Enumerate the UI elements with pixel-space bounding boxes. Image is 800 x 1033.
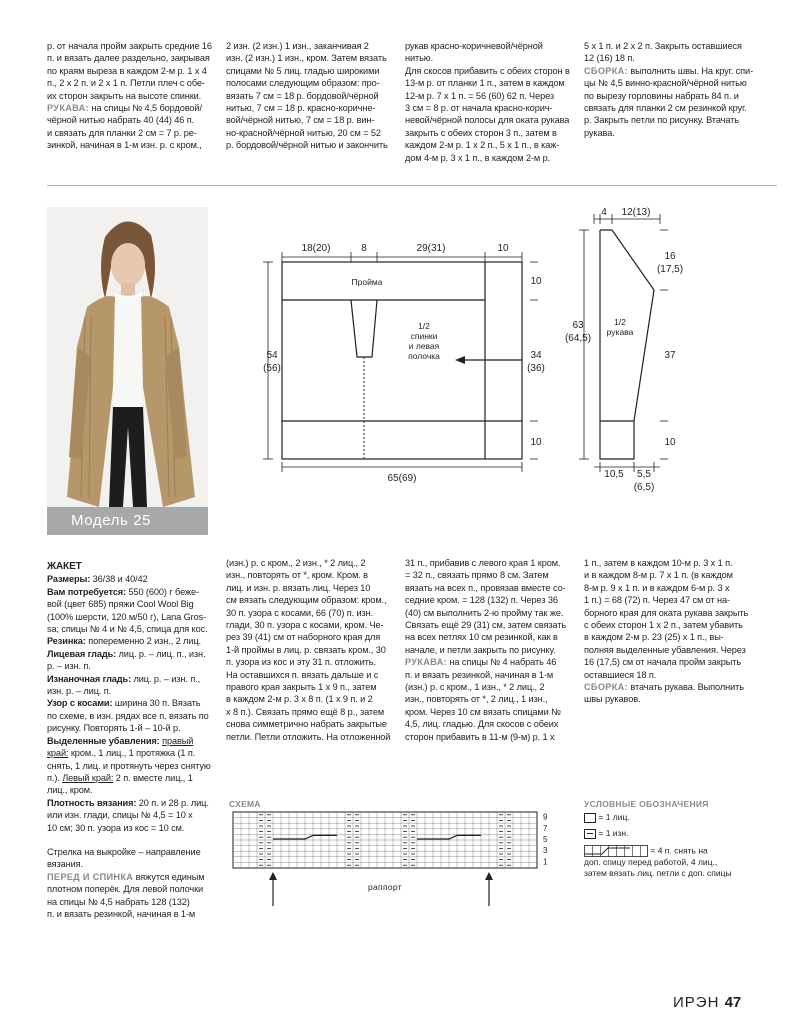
- sleeve-label-2: рукава: [606, 327, 634, 337]
- materials-label: Вам потребуется:: [47, 586, 126, 597]
- text-line: (изн.) р. с кром., 2 изн., * 2 лиц., 2: [226, 558, 366, 568]
- piece-label-1: 1/2: [418, 321, 430, 331]
- text-line: борного края для оката рукава закрыть: [584, 607, 749, 618]
- text-line: петли. Петли отложить. На отложенной: [226, 731, 391, 742]
- text-line: р. Закрыть петли по рисунку. Втачать: [584, 115, 739, 126]
- text-line: швы рукавов.: [584, 694, 641, 705]
- assembly-label: СБОРКА:: [584, 682, 628, 693]
- body-column-1: [47, 561, 212, 920]
- sleeve-dim-top-1: 4: [601, 207, 607, 218]
- sleeve-dim-right-3: 10: [664, 437, 676, 448]
- dim-right-2: 34: [530, 350, 542, 361]
- text-line: 1 п.) = 68 (72) п. Через 47 см от на-: [584, 595, 730, 606]
- page-number: 47: [724, 994, 742, 1011]
- text-line: в каждом 2-м р. 23 (25) х 1 п., вы-: [584, 632, 724, 643]
- stockinette-label: Лицевая гладь:: [47, 648, 117, 659]
- gauge-label: Плотность вязания:: [47, 797, 137, 808]
- body-column-4: [584, 557, 754, 706]
- cable-symbol-icon: [584, 845, 648, 857]
- text-line: 31 п., прибавив с левого края 1 кром.: [405, 558, 561, 568]
- text-line: рукав красно-коричневой/чёрной нитью.: [405, 41, 543, 64]
- text-line: 550 (600) г бежe-: [128, 586, 199, 597]
- text-line: с обеих сторон 1 х 2 п., затем убавить: [584, 620, 743, 631]
- piece-label-3: и левая: [408, 341, 440, 351]
- sleeve-dim-bottom-1: 10,5: [604, 469, 624, 480]
- text-line: чёрной нитью набрать 40 (44) 46 п.: [47, 115, 195, 126]
- section-divider: [47, 185, 777, 186]
- text-line: кром. Через 10 см вязать спицами №: [405, 706, 561, 717]
- text-line: п.).: [47, 772, 60, 783]
- text-line: лиц. р. – изн. п.,: [133, 673, 201, 684]
- text-line: Для скосов прибавить с обеих сторон в: [405, 65, 570, 76]
- text-line: р. – изн. п.: [47, 661, 91, 672]
- model-illustration: [47, 207, 208, 535]
- rib-label: Резинка:: [47, 636, 86, 647]
- text-line: сторон прибавить в 11-м (9-м) р. 1 х: [405, 731, 555, 742]
- text-line: седние кром. = 128 (132) п. Через 36: [405, 595, 558, 606]
- text-line: 10 см; 30 п. узора из кос = 10 см.: [47, 822, 185, 833]
- dim-top-1: 18(20): [301, 243, 331, 254]
- top-column-2: [226, 40, 391, 152]
- text-line: их сторон закрыть на высоте спинки.: [47, 90, 202, 101]
- text-line: закрыть с обеих сторон 3 п., затем в: [405, 127, 557, 138]
- text-line: 16 (17,5) см от начала пройм закрыть: [584, 657, 742, 668]
- text-line: 2 изн. (2 изн.) 1 изн., заканчивая 2: [226, 41, 369, 51]
- text-line: см вязать следующим образом: кром.,: [226, 595, 387, 606]
- schema-title: СХЕМА: [229, 799, 261, 809]
- sleeve-dim-top-2: 12(13): [621, 207, 651, 218]
- text-line: снова симметрично набрать закрытые: [226, 719, 387, 730]
- text-line: вязать на всех п., провязав вместе со-: [405, 582, 566, 593]
- text-line: оставшиеся 18 п.: [584, 669, 657, 680]
- text-line: попеременно 2 изн., 2 лиц.: [88, 636, 201, 647]
- text-line: дом 4-м р. 3 х 1 п., в каждом 2-м р.: [405, 152, 551, 163]
- piece-label-4: полочка: [408, 351, 440, 361]
- text-line: вой/чёрной нитью, 7 см = 18 р. вин-: [226, 115, 375, 126]
- sleeve-dim-left-alt: (64,5): [564, 333, 592, 344]
- body-column-3: [405, 557, 570, 743]
- sleeve-dim-right-2: 37: [664, 350, 676, 361]
- text-line: х 8 п.). Связать прямо ещё 8 р., затем: [226, 706, 385, 717]
- page-footer: [673, 994, 741, 1011]
- dim-right-2b: (36): [527, 363, 545, 374]
- text-line: правого края закрыть 1 х 9 п., затем: [226, 682, 377, 693]
- knitting-chart-grid: [225, 808, 580, 918]
- text-line: 1 п., затем в каждом 10-м р. 3 х 1 п.: [584, 558, 733, 568]
- sleeve-dim-right-1: 16: [664, 251, 676, 262]
- magazine-name: ИРЭН: [673, 994, 720, 1011]
- sleeve-dim-right-1b: (17,5): [656, 264, 684, 275]
- assembly-label: СБОРКА:: [584, 65, 628, 76]
- legend-text: затем вязать лиц. петли с доп. спицы: [584, 868, 732, 878]
- text-line: Стрелка на выкройке – направление: [47, 846, 201, 857]
- text-line: изн. р. – лиц. п.: [47, 686, 112, 697]
- text-line: полняя выделенные убавления. Через: [584, 644, 746, 655]
- row-number: 5: [543, 835, 548, 844]
- text-line: начале, и петли закрыть по рисунку.: [405, 644, 556, 655]
- body-column-2: [226, 557, 391, 743]
- knit-symbol-icon: [584, 813, 596, 823]
- text-line: р. бордовой/чёрной нитью и закончить: [226, 140, 388, 151]
- purl-symbol-icon: [584, 829, 596, 839]
- text-line: ширина 30 п. Вязать: [114, 698, 201, 709]
- dim-right-3: 10: [530, 437, 542, 448]
- text-line: лиц. и изн. р. вязать лиц. Через 10: [226, 582, 371, 593]
- text-line: лиц., кром.: [47, 785, 93, 796]
- legend-text: = 1 изн.: [598, 828, 629, 838]
- text-line: п., 2 х 2 п. и 2 х 1 п. Петли плеч с обе-: [47, 78, 205, 89]
- sleeve-dim-bottom-2: 5,5: [637, 469, 651, 480]
- text-line: по схеме, в изн. рядах все п. вязать по: [47, 710, 209, 721]
- text-line: вяжутся единым: [135, 871, 205, 882]
- dim-left-alt: (56): [263, 363, 281, 374]
- text-line: вязания.: [47, 859, 84, 870]
- text-line: каждом 2-м р. 1 х 2 п., 5 х 1 п., в каж-: [405, 140, 560, 151]
- model-photo: [47, 207, 208, 535]
- top-column-4: [584, 40, 754, 139]
- text-line: 3 см = 8 р. от начала красно-корич-: [405, 103, 553, 114]
- text-line: рисунку. Повторять 1-й – 10-й р.: [47, 723, 181, 734]
- dim-top-2: 8: [361, 243, 367, 254]
- text-line: рез 39 (41) см от наборного края для: [226, 632, 381, 643]
- section-heading: ЖАКЕТ: [47, 561, 82, 572]
- text-line: (100% шерсти, 120 м/50 г), Lana Gros-: [47, 611, 207, 622]
- sleeve-dim-left: 63: [572, 320, 584, 331]
- text-line: 8-м р. 9 х 1 п. и в каждом 6-м р. 3 х: [584, 582, 730, 593]
- text-line: цы № 4,5 винно-красной/чёрной нитью: [584, 78, 747, 89]
- legend-purl: [584, 828, 629, 839]
- piece-label-2: спинки: [410, 331, 438, 341]
- text-line: 4,5, лиц. гладью. Для скосов с обеих: [405, 719, 559, 730]
- text-line: в каждом 2-м р. 3 х 8 п. (1 х 9 п. и 2: [226, 694, 373, 705]
- row-number: 7: [543, 823, 548, 833]
- text-line: правый: [162, 735, 194, 746]
- text-line: плотном поперёк. Для левой полочки: [47, 884, 204, 895]
- row-number: 1: [543, 857, 548, 867]
- text-line: 1-й проймы в лиц. р. связать кром., 30: [226, 644, 386, 655]
- legend-text: = 4 п. снять на: [650, 845, 708, 856]
- text-line: 12 (16) 18 п.: [584, 53, 635, 64]
- text-line: но-красной/чёрной нитью, 20 см = 52: [226, 127, 381, 138]
- dim-left: 54: [266, 350, 278, 361]
- text-line: спицами № 5 лиц. гладью широкими: [226, 65, 380, 76]
- text-line: вязать 7 см = 18 р. бордовой/чёрной: [226, 90, 379, 101]
- dim-right-1: 10: [530, 276, 542, 287]
- text-line: 13-м р. от планки 1 п., затем в каждом: [405, 78, 565, 89]
- text-line: зинкой, начиная в 1-м изн. р. с кром.,: [47, 140, 202, 151]
- sizes-label: Размеры:: [47, 574, 91, 585]
- legend-text: доп. спицу перед работой, 4 лиц.,: [584, 857, 718, 867]
- dim-top-4: 10: [497, 243, 509, 254]
- text-line: вой (цвет 685) пряжи Cool Wool Big: [47, 599, 194, 610]
- top-column-1: [47, 40, 212, 152]
- text-line: на спицы № 4 набрать 46: [449, 657, 557, 668]
- text-line: и связать для планки 2 см = 7 р. ре-: [47, 127, 197, 138]
- text-line: по краям выреза в каждом 2-м р. 1 х 4: [47, 65, 207, 76]
- text-line: п. и вязать резинкой, начиная в 1-м: [405, 669, 554, 680]
- text-line: sa; спицы № 4 и № 4,5, спица для кос.: [47, 624, 208, 635]
- text-line: край:: [47, 748, 69, 759]
- text-line: изн. (2 изн.) 1 изн., кром. Затем вязать: [226, 53, 387, 64]
- text-line: 30 п. узора с косами, 66 (70) п. изн.: [226, 607, 374, 618]
- sleeves-label: РУКАВА:: [405, 657, 447, 668]
- text-line: выполнить швы. На круг. спи-: [630, 65, 754, 76]
- text-line: п. узора из кос и эту 31 п. отложить.: [226, 657, 376, 668]
- dim-bottom: 65(69): [387, 473, 417, 484]
- legend-cable-cont-2: [584, 868, 732, 879]
- text-line: (изн.) р. с кром., 1 изн., * 2 лиц., 2: [405, 682, 545, 693]
- text-line: втачать рукава. Выполнить: [630, 682, 744, 693]
- sleeves-label: РУКАВА:: [47, 103, 89, 114]
- text-line: и в каждом 8-м р. 7 х 1 п. (в каждом: [584, 570, 733, 581]
- text-line: 12-м р. 7 х 1 п. = 56 (60) 62 п. Через: [405, 90, 555, 101]
- text-line: 5 х 1 п. и 2 х 2 п. Закрыть оставшиеся: [584, 41, 742, 51]
- text-line: кром., 1 лиц., 1 протяжка (1 п.: [70, 748, 196, 759]
- text-line: на спицы № 4,5 бордовой/: [91, 103, 202, 114]
- legend-text: = 1 лиц.: [598, 812, 630, 822]
- text-line: рукава.: [584, 127, 615, 138]
- legend-title: УСЛОВНЫЕ ОБОЗНАЧЕНИЯ: [584, 799, 709, 809]
- legend-cable-cont-1: [584, 857, 717, 868]
- text-line: полосами следующим образом: про-: [226, 78, 380, 89]
- text-line: глади, 30 п. узора с косами, кром. Че-: [226, 620, 384, 631]
- legend-knit: [584, 812, 630, 823]
- text-line: 2 п. вместе лиц., 1: [115, 772, 193, 783]
- text-line: 20 п. и 28 р. лиц.: [138, 797, 209, 808]
- text-line: (40) см выполнить 2-ю пройму так же.: [405, 607, 564, 618]
- pattern-diagram-body: [220, 205, 560, 485]
- armhole-label: Пройма: [351, 277, 383, 287]
- model-caption: Модель 25: [47, 507, 208, 535]
- text-line: п. и вязать резинкой, начиная в 1-м: [47, 908, 196, 919]
- top-column-3: [405, 40, 570, 164]
- text-line: невой/чёрной полосы для оката рукава: [405, 115, 570, 126]
- row-number: 3: [543, 846, 548, 856]
- text-line: снять, 1 лиц. и протянуть через снятую: [47, 760, 211, 771]
- text-line: 36/38 и 40/42: [92, 574, 148, 585]
- legend-cable: [584, 845, 708, 857]
- cable-label: Узор с косами:: [47, 698, 113, 709]
- text-line: связать для планки 2 см резинкой круг.: [584, 103, 747, 114]
- front-back-label: ПЕРЕД И СПИНКА: [47, 871, 134, 882]
- text-line: по вырезу горловины набрать 84 п. и: [584, 90, 739, 101]
- text-line: р. от начала пройм закрыть средние 16: [47, 41, 212, 51]
- sleeve-label-1: 1/2: [614, 317, 626, 327]
- text-line: На оставшихся п. вязать дальше и с: [226, 669, 379, 680]
- text-line: или изн. глади, спицы № 4,5 = 10 х: [47, 810, 193, 821]
- repeat-label: раппорт: [368, 882, 402, 892]
- text-line: лиц. р. – лиц. п., изн.: [118, 648, 206, 659]
- text-line: = 32 п., связать прямо 8 см. Затем: [405, 570, 549, 581]
- knitting-chart: [225, 808, 580, 918]
- pattern-diagram-sleeve: [560, 205, 740, 495]
- decreases-label: Выделенные убавления:: [47, 735, 160, 746]
- text-line: Левый край:: [62, 772, 114, 783]
- text-line: нитью, 7 см = 18 р. красно-коричне-: [226, 103, 376, 114]
- dim-top-3: 29(31): [416, 243, 446, 254]
- text-line: изн., повторять от *, 2 лиц., 1 изн.,: [405, 694, 548, 705]
- sleeve-dim-bottom-2b: (6,5): [633, 482, 655, 493]
- text-line: Связать ещё 29 (31) см, затем связать: [405, 620, 567, 631]
- text-line: изн., повторять от *, кром. Кром. в: [226, 570, 368, 581]
- text-line: на спицы № 4,5 набрать 128 (132): [47, 896, 190, 907]
- text-line: п. и вязать далее раздельно, закрывая: [47, 53, 210, 64]
- row-number: 9: [543, 812, 548, 822]
- reverse-stockinette-label: Изнаночная гладь:: [47, 673, 132, 684]
- text-line: на всех петлях 10 см резинкой, как в: [405, 632, 558, 643]
